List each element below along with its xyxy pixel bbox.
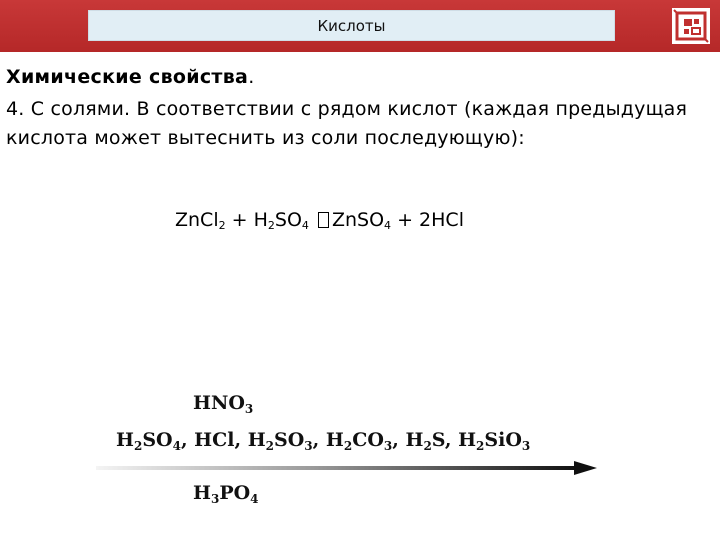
acid-text: SiO: [484, 429, 522, 451]
acid-sub: 2: [476, 439, 485, 453]
acid-sub: 3: [383, 439, 393, 453]
acid-sub: 2: [343, 439, 353, 453]
acid-sub: 3: [210, 492, 220, 506]
eq-part: + H: [225, 209, 268, 231]
acid-top: [193, 392, 253, 416]
acid-sub: 4: [250, 492, 259, 506]
acid-text: SO: [142, 429, 173, 451]
acid-sub: 2: [265, 439, 275, 453]
acid-text: , HCl, H: [180, 429, 266, 451]
eq-sub: 2: [218, 219, 226, 232]
grid-logo-icon: [672, 8, 710, 44]
acid-sub: 3: [521, 439, 531, 453]
acid-text: H: [193, 482, 211, 504]
eq-part: ZnCl: [175, 209, 219, 231]
eq-part: + 2HCl: [391, 209, 464, 231]
acid-sub: 4: [172, 439, 181, 453]
acid-bottom: [193, 482, 259, 506]
acid-text: , H: [312, 429, 344, 451]
reaction-arrow-icon: [318, 212, 329, 228]
slide-title: Кислоты: [88, 10, 615, 41]
header-bar: [0, 0, 720, 52]
body-paragraph: 4. С солями. В соответствии с рядом кислот (каждая предыдущая кислота может вытеснить из соли последующую):: [6, 98, 688, 149]
acid-series-figure: [0, 380, 720, 520]
acid-text: , H: [392, 429, 424, 451]
eq-sub: 4: [301, 219, 309, 232]
acid-sub: 2: [133, 439, 143, 453]
eq-part: SO: [274, 209, 302, 231]
acid-sub: 3: [244, 402, 254, 416]
heading-text: Химические свойства: [6, 66, 249, 88]
eq-part: ZnSO: [331, 209, 385, 231]
acid-sub: 3: [304, 439, 313, 453]
heading-dot: .: [248, 66, 255, 88]
acid-text: HNO: [193, 392, 245, 414]
acid-row: [116, 429, 530, 453]
eq-sub: 4: [384, 219, 392, 232]
eq-sub: 2: [267, 219, 275, 232]
section-heading: [6, 66, 255, 88]
acid-text: CO: [352, 429, 384, 451]
acid-text: SO: [274, 429, 305, 451]
acid-text: S, H: [431, 429, 477, 451]
acid-text: PO: [219, 482, 251, 504]
reaction-equation: [175, 209, 464, 232]
acid-text: H: [116, 429, 134, 451]
acid-sub: 2: [423, 439, 432, 453]
